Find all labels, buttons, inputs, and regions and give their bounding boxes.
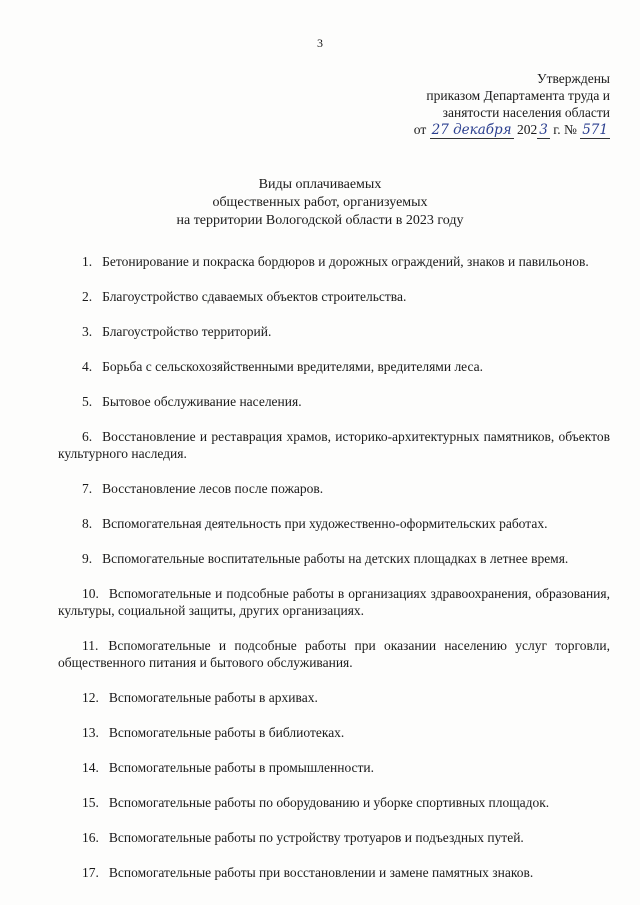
approval-number-label: г. № — [553, 122, 577, 137]
list-item — [58, 864, 610, 881]
list-item — [58, 253, 610, 270]
approval-block — [350, 70, 610, 139]
approval-date-line — [350, 121, 610, 139]
list-item-number: 11. — [82, 638, 99, 653]
list-item-number: 7. — [82, 481, 93, 496]
list-item-text: Вспомогательные и подсобные работы в организациях здравоохранения, образования, культуры, социальной защиты, других организациях. — [58, 586, 610, 618]
list-item — [58, 759, 610, 776]
list-item — [58, 794, 610, 811]
approval-line-2: приказом Департамента труда и — [426, 88, 610, 103]
list-item-number: 8. — [82, 516, 93, 531]
handwritten-date: 27 декабря — [431, 122, 512, 138]
list-item-number: 4. — [82, 359, 93, 374]
list-item-text: Вспомогательные воспитательные работы на детских площадках в летнее время. — [102, 551, 569, 566]
approval-year-prefix: 202 — [516, 122, 538, 137]
approval-line-3: занятости населения области — [442, 105, 610, 120]
list-item-number: 3. — [82, 324, 93, 339]
list-item-number: 2. — [82, 289, 93, 304]
approval-from-label: от — [413, 122, 427, 137]
list-item — [58, 585, 610, 619]
list-item — [58, 428, 610, 462]
list-item-number: 5. — [82, 394, 93, 409]
document-title — [0, 176, 640, 230]
list-item — [58, 689, 610, 706]
list-item-text: Вспомогательные работы по оборудованию и уборке спортивных площадок. — [108, 795, 550, 810]
list-item — [58, 480, 610, 497]
approval-line-1: Утверждены — [537, 71, 610, 86]
list-item — [58, 829, 610, 846]
handwritten-year-digit: 3 — [539, 122, 548, 138]
title-line-1: Виды оплачиваемых — [258, 177, 382, 192]
list-item-text: Вспомогательные и подсобные работы при оказании населению услуг торговли, общественного питания и бытового обслуживания. — [58, 638, 610, 670]
list-item-text: Бетонирование и покраска бордюров и дорожных ограждений, знаков и павильонов. — [102, 254, 589, 269]
handwritten-order-number: 571 — [582, 122, 608, 138]
list-item-text: Бытовое обслуживание населения. — [102, 394, 302, 409]
list-item-text: Вспомогательная деятельность при художественно-оформительских работах. — [102, 516, 548, 531]
list-item-number: 15. — [82, 795, 99, 810]
list-item-text: Благоустройство сдаваемых объектов строительства. — [102, 289, 407, 304]
list-item-number: 1. — [82, 254, 93, 269]
list-item-number: 10. — [82, 586, 99, 601]
list-item — [58, 358, 610, 375]
list-item — [58, 637, 610, 671]
title-line-2: общественных работ, организуемых — [212, 195, 428, 210]
list-item-text: Вспомогательные работы в архивах. — [108, 690, 318, 705]
work-types-list — [58, 253, 610, 899]
list-item-number: 6. — [82, 429, 93, 444]
page-number: 3 — [317, 36, 323, 50]
list-item — [58, 724, 610, 741]
list-item-number: 12. — [82, 690, 99, 705]
list-item-text: Благоустройство территорий. — [102, 324, 272, 339]
list-item — [58, 288, 610, 305]
list-item — [58, 550, 610, 567]
list-item-number: 14. — [82, 760, 99, 775]
list-item-text: Восстановление лесов после пожаров. — [102, 481, 324, 496]
title-line-3: на территории Вологодской области в 2023 году — [176, 213, 464, 228]
list-item-number: 13. — [82, 725, 99, 740]
list-item-text: Вспомогательные работы при восстановлении и замене памятных знаков. — [108, 865, 534, 880]
list-item-text: Борьба с сельскохозяйственными вредителями, вредителями леса. — [102, 359, 484, 374]
list-item — [58, 323, 610, 340]
list-item-number: 16. — [82, 830, 99, 845]
list-item-number: 17. — [82, 865, 99, 880]
list-item-text: Вспомогательные работы в промышленности. — [108, 760, 375, 775]
list-item-text: Восстановление и реставрация храмов, историко-архитектурных памятников, объектов культурного наследия. — [58, 429, 610, 461]
list-item — [58, 515, 610, 532]
list-item-text: Вспомогательные работы в библиотеках. — [108, 725, 345, 740]
list-item-text: Вспомогательные работы по устройству тротуаров и подъездных путей. — [108, 830, 524, 845]
list-item — [58, 393, 610, 410]
list-item-number: 9. — [82, 551, 93, 566]
